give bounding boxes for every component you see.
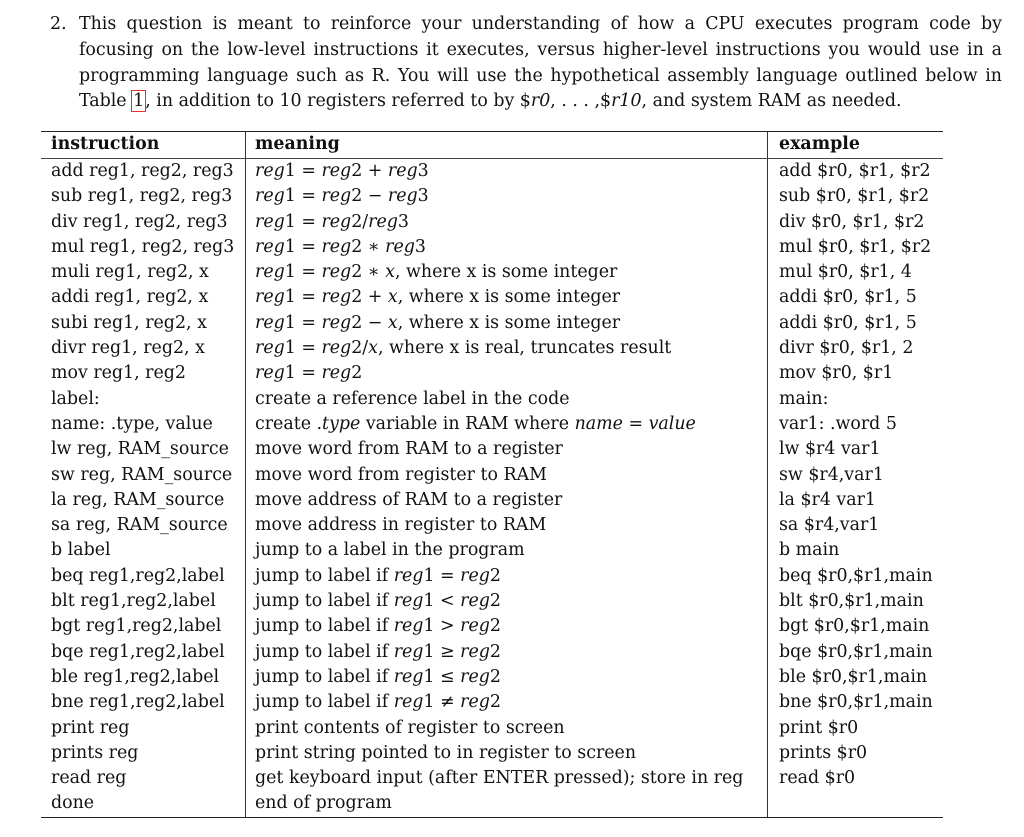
example-cell: var1: .word 5 xyxy=(779,413,897,434)
instruction-cell: label: xyxy=(51,388,100,409)
instruction-cell: read reg xyxy=(51,768,127,789)
instruction-cell: la reg, RAM_source xyxy=(51,489,225,510)
example-cell: bne $r0,$r1,main xyxy=(779,692,933,713)
meaning-cell: reg1 = reg2 − x, where x is some integer xyxy=(246,311,768,336)
table-row xyxy=(41,488,943,513)
example-cell xyxy=(768,791,944,817)
instruction-cell: mov reg1, reg2 xyxy=(51,363,186,384)
instruction-cell: b label xyxy=(51,540,111,561)
instruction-cell: prints reg xyxy=(51,742,139,763)
meaning-cell: get keyboard input (after ENTER pressed); store in reg xyxy=(246,766,768,791)
instruction-cell: bne reg1,reg2,label xyxy=(51,692,225,713)
table-row xyxy=(41,513,943,538)
instruction-cell: mul reg1, reg2, reg3 xyxy=(51,236,235,257)
table-row xyxy=(41,285,943,310)
meaning-cell: jump to label if reg1 < reg2 xyxy=(246,589,768,614)
meaning-cell: reg1 = reg2 + x, where x is some integer xyxy=(246,285,768,310)
table-row xyxy=(41,741,943,766)
meaning-cell: move address in register to RAM xyxy=(246,513,768,538)
instruction-cell: lw reg, RAM_source xyxy=(51,439,229,460)
table-reference-link[interactable]: 1 xyxy=(133,91,145,112)
table-row xyxy=(41,538,943,563)
table-row xyxy=(41,336,943,361)
example-cell: addi $r0, $r1, 5 xyxy=(779,287,917,308)
example-cell: prints $r0 xyxy=(779,742,868,763)
example-cell: bgt $r0,$r1,main xyxy=(779,616,930,637)
instruction-cell: div reg1, reg2, reg3 xyxy=(51,211,228,232)
example-cell: div $r0, $r1, $r2 xyxy=(779,211,925,232)
header-meaning: meaning xyxy=(246,132,768,159)
question-text-part: , and system RAM as needed. xyxy=(641,91,902,112)
example-cell: addi $r0, $r1, 5 xyxy=(779,312,917,333)
table-row xyxy=(41,235,943,260)
meaning-cell: print contents of register to screen xyxy=(246,716,768,741)
table-row xyxy=(41,412,943,437)
meaning-cell: reg1 = reg2 ∗ x, where x is some integer xyxy=(246,260,768,285)
instruction-cell: addi reg1, reg2, x xyxy=(51,287,209,308)
instruction-cell: done xyxy=(41,791,246,817)
instruction-cell: bqe reg1,reg2,label xyxy=(51,641,225,662)
meaning-cell: reg1 = reg2 xyxy=(246,361,768,386)
table-header-row xyxy=(41,132,943,159)
table-row xyxy=(41,589,943,614)
meaning-cell: create a reference label in the code xyxy=(246,387,768,412)
table-row xyxy=(41,387,943,412)
table-row xyxy=(41,184,943,209)
meaning-cell: end of program xyxy=(246,791,768,817)
meaning-cell: jump to label if reg1 ≠ reg2 xyxy=(246,690,768,715)
instruction-table xyxy=(41,131,943,818)
meaning-cell: move word from register to RAM xyxy=(246,463,768,488)
table-row xyxy=(41,311,943,336)
instruction-cell: beq reg1,reg2,label xyxy=(51,565,225,586)
example-cell: b main xyxy=(779,540,840,561)
question-text-part: , . . . ,$ xyxy=(550,91,612,112)
example-cell: print $r0 xyxy=(779,717,859,738)
example-cell: read $r0 xyxy=(779,768,856,789)
example-cell: mul $r0, $r1, $r2 xyxy=(779,236,932,257)
question-text-part: , in addition to 10 registers referred to by $ xyxy=(145,91,531,112)
example-cell: ble $r0,$r1,main xyxy=(779,666,928,687)
meaning-cell: reg1 = reg2 − reg3 xyxy=(246,184,768,209)
example-cell: sub $r0, $r1, $r2 xyxy=(779,186,930,207)
table-row xyxy=(41,210,943,235)
instruction-cell: sw reg, RAM_source xyxy=(51,464,233,485)
example-cell: lw $r4 var1 xyxy=(779,439,881,460)
table-row xyxy=(41,159,943,185)
instruction-cell: print reg xyxy=(51,717,130,738)
question-text-part: This question is meant to reinforce your understanding of how a CPU executes program code by focusing on the low-level instructions it executes, versus higher-level instructions you would use in a programming language such as R. You will use the hypothetical assembly language outlined below in Table xyxy=(79,14,1002,112)
table-row xyxy=(41,614,943,639)
table-row xyxy=(41,437,943,462)
table-body xyxy=(41,159,943,818)
meaning-cell: jump to label if reg1 ≤ reg2 xyxy=(246,665,768,690)
table-row xyxy=(41,791,943,817)
table-row xyxy=(41,463,943,488)
instruction-cell: bgt reg1,reg2,label xyxy=(51,616,222,637)
example-cell: sa $r4,var1 xyxy=(779,515,880,536)
instruction-cell: subi reg1, reg2, x xyxy=(51,312,207,333)
instruction-cell: ble reg1,reg2,label xyxy=(51,666,220,687)
table-row xyxy=(41,766,943,791)
instruction-cell: muli reg1, reg2, x xyxy=(51,262,209,283)
example-cell: add $r0, $r1, $r2 xyxy=(779,161,931,181)
example-cell: divr $r0, $r1, 2 xyxy=(779,338,914,359)
meaning-cell: create .type variable in RAM where name = value xyxy=(246,412,768,437)
instruction-cell: sa reg, RAM_source xyxy=(51,515,228,536)
meaning-cell: reg1 = reg2/reg3 xyxy=(246,210,768,235)
meaning-cell: reg1 = reg2/x, where x is real, truncates result xyxy=(246,336,768,361)
meaning-cell: reg1 = reg2 ∗ reg3 xyxy=(246,235,768,260)
register-last: r10 xyxy=(611,91,642,112)
header-example: example xyxy=(768,132,944,159)
meaning-cell: move address of RAM to a register xyxy=(246,488,768,513)
meaning-cell: print string pointed to in register to screen xyxy=(246,741,768,766)
table-row xyxy=(41,260,943,285)
example-cell: la $r4 var1 xyxy=(779,489,876,510)
question-number: 2. xyxy=(50,14,67,34)
header-instruction: instruction xyxy=(41,132,246,159)
example-cell: mov $r0, $r1 xyxy=(779,363,894,384)
meaning-cell: jump to label if reg1 > reg2 xyxy=(246,614,768,639)
meaning-cell: jump to label if reg1 = reg2 xyxy=(246,564,768,589)
table-row xyxy=(41,690,943,715)
instruction-cell: blt reg1,reg2,label xyxy=(51,591,216,612)
meaning-cell: move word from RAM to a register xyxy=(246,437,768,462)
example-cell: blt $r0,$r1,main xyxy=(779,591,924,612)
register-first: r0 xyxy=(530,91,551,112)
example-cell: mul $r0, $r1, 4 xyxy=(779,262,912,283)
table-row xyxy=(41,361,943,386)
meaning-cell: jump to label if reg1 ≥ reg2 xyxy=(246,640,768,665)
example-cell: sw $r4,var1 xyxy=(779,464,884,485)
instruction-cell: sub reg1, reg2, reg3 xyxy=(51,186,233,207)
instruction-cell: name: .type, value xyxy=(51,413,213,434)
example-cell: beq $r0,$r1,main xyxy=(779,565,933,586)
table-row xyxy=(41,665,943,690)
question-text xyxy=(79,12,1002,115)
instruction-cell: divr reg1, reg2, x xyxy=(51,338,205,359)
question-paragraph xyxy=(50,12,1002,115)
instruction-cell: add reg1, reg2, reg3 xyxy=(51,161,234,181)
table-row xyxy=(41,716,943,741)
example-cell: bqe $r0,$r1,main xyxy=(779,641,933,662)
meaning-cell: jump to a label in the program xyxy=(246,538,768,563)
table-row xyxy=(41,564,943,589)
table-row xyxy=(41,640,943,665)
meaning-cell: reg1 = reg2 + reg3 xyxy=(246,159,768,185)
example-cell: main: xyxy=(779,388,829,409)
